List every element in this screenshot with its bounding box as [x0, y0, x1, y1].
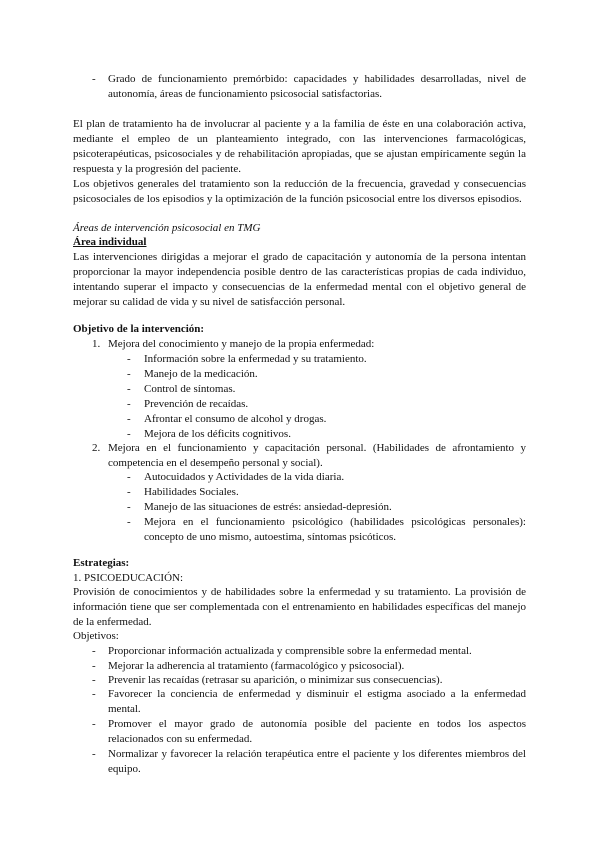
list-item	[92, 337, 526, 352]
objetivos-generales-paragraph: Los objetivos generales del tratamiento son la reducción de la frecuencia, gravedad y consecuencias psicosociales de los episodios y la optimización de la función psicosocial entre los diversos episodios.	[73, 178, 526, 205]
bullet-dash: -	[127, 413, 131, 425]
objetivo-text: Mejorar la adherencia al tratamiento (farmacológico y psicosocial).	[108, 660, 405, 672]
objetivos-label: Objetivos:	[73, 630, 119, 642]
list-item	[92, 717, 526, 747]
sub-list-item	[127, 485, 526, 500]
sub-list-item	[127, 427, 526, 442]
psicoeducacion-paragraph: Provisión de conocimientos y de habilidades sobre la enfermedad y su tratamiento. La provisión de información tiene que ser complementada con el entrenamiento en habilidades específicas del manejo de la enfermedad.	[73, 586, 526, 628]
list-item	[92, 659, 526, 674]
item-number: 2.	[92, 442, 101, 454]
sub-list-item	[127, 515, 526, 545]
objetivo-text: Favorecer la conciencia de enfermedad y disminuir el estigma asociado a la enfermedad mental.	[108, 688, 526, 715]
bullet-dash: -	[92, 688, 96, 700]
objetivo-text: Normalizar y favorecer la relación terapéutica entre el paciente y los diferentes miembros del equipo.	[108, 748, 526, 775]
list-item	[92, 673, 526, 688]
bullet-dash: -	[92, 674, 96, 686]
objetivo-text: Promover el mayor grado de autonomía posible del paciente en todos los aspectos relacionados con su enfermedad.	[108, 718, 526, 745]
item-text: Mejora en el funcionamiento y capacitación personal. (Habilidades de afrontamiento y competencia en el desempeño personal y social).	[108, 442, 526, 469]
area-paragraph: Las intervenciones dirigidas a mejorar el grado de capacitación y autonomía de la persona intentan proporcionar la mayor independencia posible dentro de las características propias de cada individuo, intentando superar el impacto y consecuencias de la enfermedad mental con el objetivo general de mejorar su calidad de vida y su nivel de satisfacción personal.	[73, 251, 526, 308]
area-title: Área individual	[73, 236, 147, 248]
sub-item-text: Mejora en el funcionamiento psicológico (habilidades psicológicas personales): concepto de uno mismo, autoestima, síntomas psicóticos.	[144, 516, 526, 543]
sub-list-item	[127, 382, 526, 397]
intro-bullet-text: Grado de funcionamiento premórbido: capacidades y habilidades desarrolladas, nivel de autonomía, áreas de funcionamiento psicosocial satisfactorias.	[108, 73, 526, 100]
objetivo-heading: Objetivo de la intervención:	[73, 323, 205, 335]
list-item	[92, 644, 526, 659]
bullet-dash: -	[127, 428, 131, 440]
bullet-dash: -	[127, 383, 131, 395]
item-text: Mejora del conocimiento y manejo de la propia enfermedad:	[108, 338, 375, 350]
sub-list-item	[127, 470, 526, 485]
sub-item-text: Control de síntomas.	[144, 383, 236, 395]
list-item	[92, 687, 526, 717]
sub-list-item	[127, 397, 526, 412]
sub-item-text: Afrontar el consumo de alcohol y drogas.	[144, 413, 327, 425]
bullet-dash: -	[92, 748, 96, 760]
objetivo-text: Prevenir las recaídas (retrasar su aparición, o minimizar sus consecuencias).	[108, 674, 443, 686]
bullet-dash: -	[127, 501, 131, 513]
sub-item-text: Mejora de los déficits cognitivos.	[144, 428, 291, 440]
bullet-dash: -	[92, 718, 96, 730]
estrategias-heading: Estrategias:	[73, 557, 130, 569]
bullet-dash: -	[127, 353, 131, 365]
bullet-dash: -	[92, 660, 96, 672]
list-item	[92, 441, 526, 471]
sub-list-item	[127, 367, 526, 382]
bullet-dash: -	[127, 486, 131, 498]
bullet-dash: -	[127, 368, 131, 380]
item-number: 1.	[92, 338, 101, 350]
sub-list-item	[127, 500, 526, 515]
psicoeducacion-title: 1. PSICOEDUCACIÓN:	[73, 572, 184, 584]
sub-item-text: Autocuidados y Actividades de la vida diaria.	[144, 471, 345, 483]
sub-item-text: Habilidades Sociales.	[144, 486, 239, 498]
bullet-dash: -	[92, 73, 96, 85]
plan-paragraph: El plan de tratamiento ha de involucrar al paciente y a la familia de éste en una colaboración activa, mediante el empleo de un planteamiento integrado, con las intervenciones farmacológicas, psicoterapéuticas, psicosociales y de rehabilitación apropiadas, que se ajustan empíricamente según la respuesta y la progresión del paciente.	[73, 118, 526, 175]
sub-list-item	[127, 412, 526, 427]
sub-item-text: Información sobre la enfermedad y su tratamiento.	[144, 353, 367, 365]
objetivo-text: Proporcionar información actualizada y comprensible sobre la enfermedad mental.	[108, 645, 472, 657]
bullet-dash: -	[127, 398, 131, 410]
bullet-dash: -	[92, 645, 96, 657]
sub-list-item	[127, 352, 526, 367]
sub-item-text: Prevención de recaídas.	[144, 398, 249, 410]
section-title: Áreas de intervención psicosocial en TMG	[73, 222, 261, 234]
sub-item-text: Manejo de las situaciones de estrés: ansiedad-depresión.	[144, 501, 392, 513]
list-item	[92, 747, 526, 777]
list-item	[92, 72, 526, 102]
sub-item-text: Manejo de la medicación.	[144, 368, 258, 380]
bullet-dash: -	[127, 516, 131, 528]
bullet-dash: -	[127, 471, 131, 483]
